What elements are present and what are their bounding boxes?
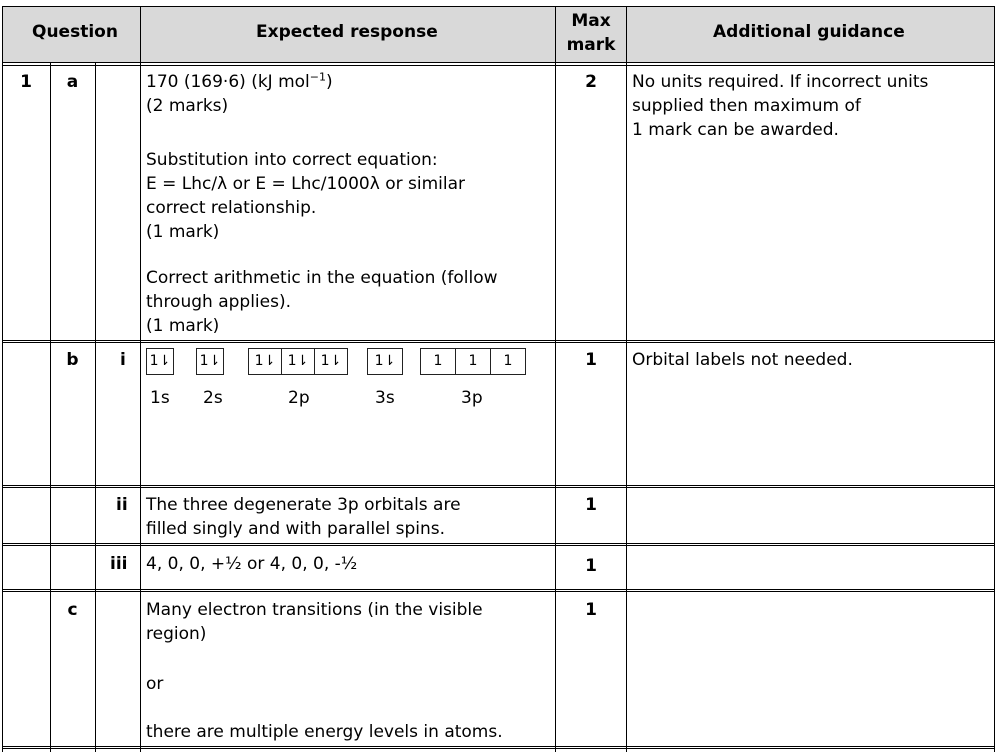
response-line: (2 marks) [146,96,229,116]
guidance-line: 1 mark can be awarded. [632,120,839,140]
response-line: E = Lhc/λ or E = Lhc/1000λ or similar [146,174,465,194]
response-line: through applies). [146,292,291,312]
table-border-right [994,6,995,752]
row-divider [2,545,995,546]
row-divider [2,65,995,66]
orbital-box-2p: 1⇂ 1⇂ 1⇂ [248,348,348,375]
table-border-bottom [2,746,995,747]
orbital-label-3s: 3s [375,388,395,408]
row-divider [2,543,995,544]
col-divider [626,6,627,752]
max-mark: 1 [585,350,597,370]
question-part: c [67,600,78,620]
guidance-line: Orbital labels not needed. [632,350,853,370]
orbital-box-1s: 1⇂ [146,348,174,375]
orbital-box-3s: 1⇂ [367,348,403,375]
orbital-label-1s: 1s [150,388,170,408]
col-divider [50,63,51,752]
response-line: The three degenerate 3p orbitals are [146,495,461,515]
response-line: correct relationship. [146,198,317,218]
max-mark: 2 [585,72,597,92]
orbital-label-2s: 2s [203,388,223,408]
response-line: region) [146,624,207,644]
max-mark: 1 [585,556,597,576]
response-line: Substitution into correct equation: [146,150,438,170]
response-line: filled singly and with parallel spins. [146,519,446,539]
response-line: 170 (169·6) (kJ mol$^{-1}$) [146,70,333,92]
row-divider [2,591,995,592]
header-expected-response: Expected response [256,22,438,42]
guidance-line: supplied then maximum of [632,96,861,116]
row-divider [2,487,995,488]
row-divider [2,589,995,590]
row-divider [2,62,995,63]
response-line: Many electron transitions (in the visible [146,600,483,620]
orbital-label-3p: 3p [461,388,483,408]
max-mark: 1 [585,495,597,515]
question-subpart: ii [116,495,128,515]
header-max-mark-line1: Max [571,11,611,31]
response-line: 4, 0, 0, +½ or 4, 0, 0, -½ [146,554,358,574]
orbital-box-2s: 1⇂ [196,348,224,375]
table-border-top [2,6,995,7]
marking-scheme-table [2,6,995,752]
table-border-left [2,6,3,752]
row-divider [2,340,995,341]
guidance-line: No units required. If incorrect units [632,72,929,92]
header-question: Question [32,22,118,42]
response-line: there are multiple energy levels in atoms. [146,722,503,742]
row-divider [2,485,995,486]
question-subpart: iii [110,554,128,574]
col-divider [555,6,556,752]
question-part: a [66,72,79,92]
table-border-bottom [2,748,995,749]
question-number: 1 [20,72,32,92]
col-divider [95,63,96,752]
response-line: (1 mark) [146,222,220,242]
header-additional-guidance: Additional guidance [713,22,905,42]
response-line: Correct arithmetic in the equation (follow [146,268,498,288]
max-mark: 1 [585,600,597,620]
row-divider [2,342,995,343]
question-subpart: i [120,350,126,370]
question-part: b [66,350,79,370]
orbital-label-2p: 2p [288,388,310,408]
orbital-box-3p: 1 1 1 [420,348,526,375]
response-line: (1 mark) [146,316,220,336]
header-max-mark-line2: mark [566,35,616,55]
col-divider [140,6,141,752]
response-line: or [146,674,164,694]
